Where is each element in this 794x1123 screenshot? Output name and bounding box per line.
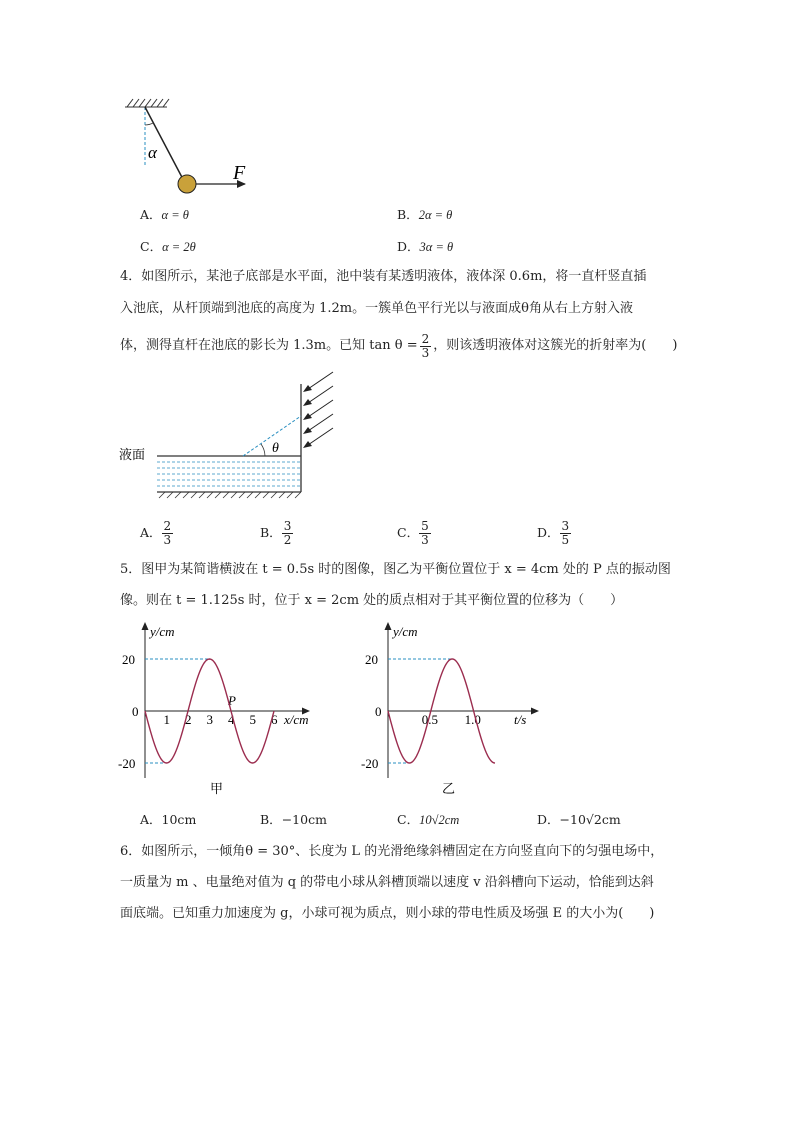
- ceiling-hatch: [125, 99, 169, 107]
- angle-arc: [145, 123, 153, 125]
- y-tick-20: 20: [365, 652, 378, 667]
- q6-line-3: 面底端。已知重力加速度为 g，小球可视为质点，则小球的带电性质及场强 E 的大小为( ): [120, 906, 655, 921]
- q5-option-b[interactable]: B．−10cm: [260, 812, 327, 827]
- caption-jia: 甲: [210, 781, 224, 796]
- theta-label: θ: [272, 441, 279, 456]
- q5-option-c[interactable]: C．10√2cm: [397, 812, 460, 827]
- y-tick-20: 20: [122, 652, 135, 667]
- q6-line-2: 一质量为 m 、电量绝对值为 q 的带电小球从斜槽顶端以速度 v 沿斜槽向下运动，恰能到达斜: [120, 875, 654, 890]
- x-axis-arrow: [531, 708, 539, 715]
- x-tick-label: 3: [206, 712, 213, 727]
- wave-graph-jia: [110, 618, 330, 798]
- x-axis-label: t/s: [514, 712, 527, 727]
- q4-line-2: 入池底，从杆顶端到池底的高度为 1.2m。一簇单色平行光以与液面成θ角从右上方射入液: [120, 301, 633, 316]
- x-tick-label: 1: [163, 712, 170, 727]
- q5-line-2: 像。则在 t = 1.125s 时，位于 x = 2cm 处的质点相对于其平衡位置的位移为（ ）: [120, 593, 624, 608]
- x-tick-label: 4: [228, 712, 235, 727]
- q4-line-3: 体，测得直杆在池底的影长为 1.3m。已知 tan θ = $\frac{2}{3}$ ，则该透明液体对这簇光的折射率为( ): [120, 331, 678, 360]
- q5-option-d[interactable]: D．−10√2cm: [537, 812, 621, 827]
- theta-arc: [261, 444, 265, 456]
- incident-light-arrows: [305, 372, 333, 447]
- x-tick-label: 6: [271, 712, 278, 727]
- q3-option-c[interactable]: C．α = 2θ: [140, 239, 196, 254]
- y-tick-0: 0: [132, 704, 139, 719]
- q4-line-1: 4．如图所示，某池子底部是水平面，池中装有某透明液体，液体深 0.6m，将一直杆竖直插: [120, 269, 647, 284]
- q4-option-c[interactable]: C． $\frac{5}{3}$: [397, 518, 429, 547]
- force-label: F: [233, 162, 246, 184]
- y-tick-0: 0: [375, 704, 382, 719]
- vibration-graph-yi: [350, 618, 550, 798]
- point-p-label: P: [228, 693, 236, 708]
- y-axis-arrow: [142, 622, 149, 630]
- q4-option-b[interactable]: B． $\frac{3}{2}$: [260, 518, 292, 547]
- tan-fraction: $\frac{2}{3}$: [421, 331, 430, 360]
- q4-option-a[interactable]: A． $\frac{2}{3}$: [140, 518, 172, 547]
- pool-bottom-hatch: [159, 492, 301, 498]
- surface-label: 液面: [119, 447, 146, 462]
- q5-option-a[interactable]: A．10cm: [140, 812, 197, 827]
- x-tick-label: 2: [185, 712, 192, 727]
- y-tick-neg20: -20: [361, 756, 379, 771]
- q6-line-1: 6．如图所示，一倾角θ = 30°、长度为 L 的光滑绝缘斜槽固定在方向竖直向下的匀强电场中，: [120, 844, 664, 859]
- x-axis-label: x/cm: [284, 712, 309, 727]
- incident-arrowheads: [303, 385, 312, 448]
- y-axis-label: y/cm: [393, 624, 418, 639]
- pendulum-figure: [115, 95, 265, 205]
- y-tick-neg20: -20: [118, 756, 136, 771]
- x-tick-label: 1.0: [464, 712, 481, 727]
- y-axis-label: y/cm: [150, 624, 175, 639]
- q4-option-d[interactable]: D． $\frac{3}{5}$: [537, 518, 570, 547]
- y-axis-arrow: [385, 622, 392, 630]
- q3-option-b[interactable]: B．2α = θ: [397, 207, 453, 222]
- x-tick-label: 5: [249, 712, 256, 727]
- caption-yi: 乙: [442, 781, 456, 796]
- x-tick-label: 0.5: [421, 712, 439, 727]
- angle-alpha-label: α: [148, 143, 157, 162]
- pendulum-ball: [178, 175, 196, 193]
- pool-figure: [115, 368, 345, 508]
- q3-option-a[interactable]: A．α = θ: [140, 207, 189, 222]
- liquid-dashes: [157, 462, 301, 486]
- q5-line-1: 5．图甲为某简谐横波在 t = 0.5s 时的图像，图乙为平衡位置位于 x = 4cm 处的 P 点的振动图: [120, 562, 671, 577]
- q3-option-d[interactable]: D．3α = θ: [397, 239, 454, 254]
